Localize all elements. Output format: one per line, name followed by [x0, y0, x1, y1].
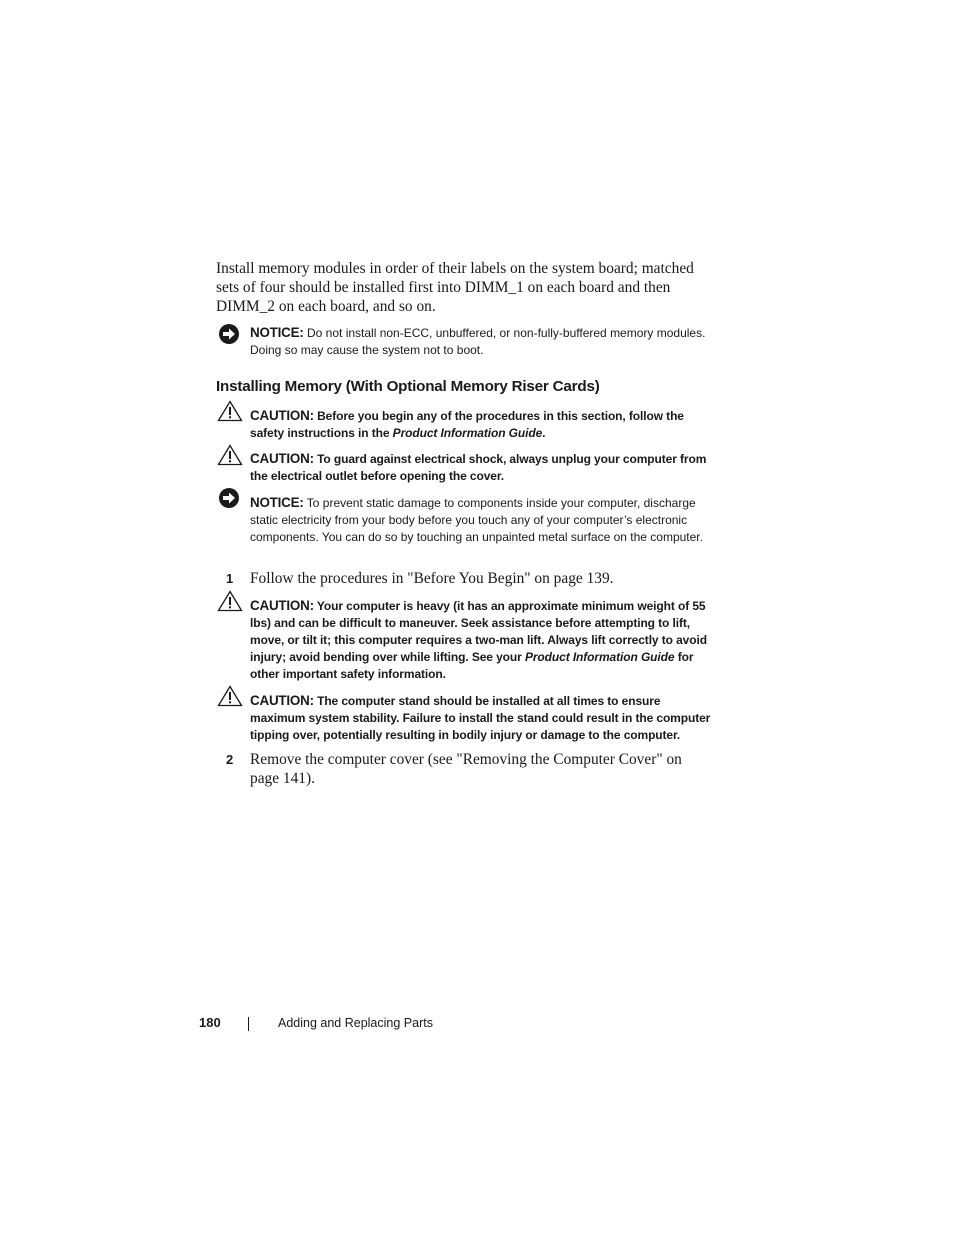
- notice-label: NOTICE:: [250, 495, 304, 510]
- caution-3: CAUTION: Your computer is heavy (it has an approximate minimum weight of 55 lbs) and can be difficult to maneuver. Seek assistance before attempting to lift, move, or tilt it; this computer requires a two-man lift. Always lift correctly to avoid injury; avoid bending over while lifting. See your Product Information Guide for other important safety information.: [250, 598, 707, 681]
- step-number: 2: [226, 752, 234, 767]
- caution-triangle-icon: [217, 685, 243, 709]
- caution-text: To guard against electrical shock, always unplug your computer from the electrical outlet before opening the cover.: [250, 452, 707, 483]
- notice-arrow-icon: [218, 323, 244, 347]
- caution-2: [250, 450, 718, 485]
- notice-arrow-icon: [218, 487, 244, 511]
- caution-triangle-icon: [217, 590, 243, 614]
- notice-text: Do not install non-ECC, unbuffered, or non-fully-buffered memory modules. Doing so may cause the system not to boot.: [250, 326, 706, 357]
- intro-paragraph: Install memory modules in order of their labels on the system board; matched sets of four should be installed first into DIMM_1 on each board and then DIMM_2 on each board, and so on.: [216, 260, 694, 315]
- notice-2: [250, 494, 718, 546]
- notice-text: To prevent static damage to components inside your computer, discharge static electricity from your body before you touch any of your computer’s electronic components. You can do so by touching an unpainted metal surface on the computer.: [250, 496, 703, 544]
- footer-section-title: Adding and Replacing Parts: [278, 1016, 433, 1030]
- caution-triangle-icon: [217, 444, 243, 468]
- footer-divider: [248, 1017, 249, 1031]
- caution-text: Before you begin any of the procedures in this section, follow the safety instructions in the: [250, 409, 684, 440]
- notice-label: NOTICE:: [250, 325, 304, 340]
- caution-triangle-icon: [217, 400, 243, 424]
- page-number: 180: [199, 1015, 221, 1030]
- section-heading: Installing Memory (With Optional Memory Riser Cards): [216, 378, 600, 395]
- caution-label: CAUTION:: [250, 598, 314, 613]
- notice-1: [250, 324, 718, 359]
- page-footer: [0, 1015, 954, 1035]
- step-number: 1: [226, 571, 234, 586]
- step-text: Follow the procedures in "Before You Begin" on page 139.: [250, 570, 614, 587]
- product-information-guide-ref: Product Information Guide: [392, 426, 543, 440]
- caution-text: Your computer is heavy (it has an approximate minimum weight of 55 lbs) and can be difficult to maneuver. Seek assistance before attempting to lift, move, or tilt it; this computer requires a two-man lift. Always lift correctly to avoid injury; avoid bending over while lifting. See your: [250, 599, 707, 664]
- caution-label: CAUTION:: [250, 451, 314, 466]
- caution-1: CAUTION: Before you begin any of the procedures in this section, follow the safety instructions in the Product Information Guide.: [250, 408, 684, 440]
- step-text: Remove the computer cover (see "Removing the Computer Cover" on page 141).: [250, 751, 682, 787]
- caution-label: CAUTION:: [250, 408, 314, 423]
- caution-text: The computer stand should be installed at all times to ensure maximum system stability. Failure to install the stand could result in the computer tipping over, potentially resulting in bodily injury or damage to the computer.: [250, 694, 711, 742]
- product-information-guide-ref: Product Information Guide: [524, 650, 675, 664]
- caution-4: [250, 692, 718, 744]
- caution-label: CAUTION:: [250, 693, 314, 708]
